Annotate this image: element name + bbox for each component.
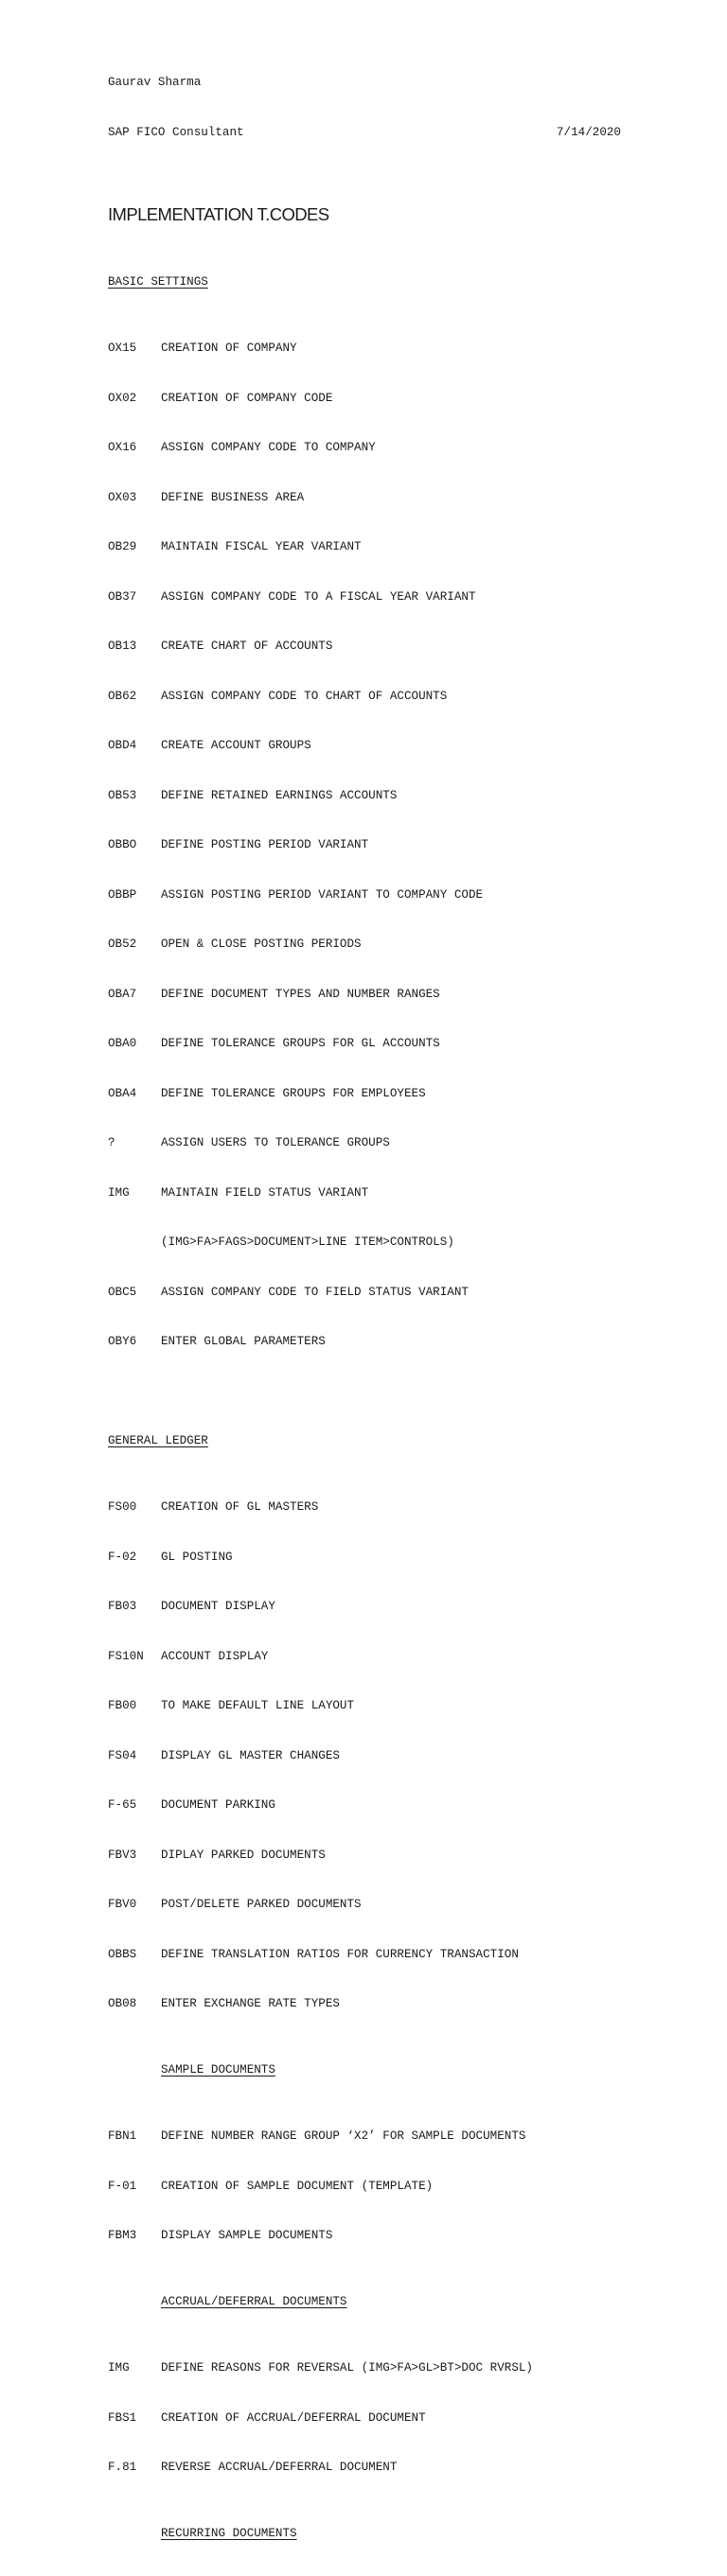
tcode-description: DEFINE BUSINESS AREA (161, 490, 305, 504)
tcode-row (108, 341, 621, 358)
tcode-row (108, 589, 621, 606)
tcode-row (108, 1499, 621, 1516)
tcode (108, 1235, 161, 1252)
tcode: OB29 (108, 540, 137, 553)
tcode: OBA4 (108, 1086, 137, 1100)
tcode-description: ACCOUNT DISPLAY (161, 1649, 269, 1663)
basic-settings-section (108, 241, 621, 1384)
tcode: IMG (108, 1185, 130, 1200)
tcode-row (108, 2360, 621, 2377)
tcode-row (108, 1334, 621, 1351)
tcode: OB62 (108, 689, 137, 703)
tcode-row (108, 1036, 621, 1053)
tcode-row (108, 1599, 621, 1616)
tcode-description: MAINTAIN FISCAL YEAR VARIANT (161, 540, 362, 553)
tcode-description: ASSIGN COMPANY CODE TO A FISCAL YEAR VARIANT (161, 589, 476, 604)
tcode: OBBO (108, 838, 137, 851)
tcode-description: ASSIGN POSTING PERIOD VARIANT TO COMPANY CODE (161, 887, 484, 902)
tcode-description: CREATION OF ACCRUAL/DEFERRAL DOCUMENT (161, 2410, 426, 2425)
tcode-description: DEFINE DOCUMENT TYPES AND NUMBER RANGES (161, 987, 440, 1001)
tcode-description: ENTER EXCHANGE RATE TYPES (161, 1997, 340, 2010)
tcode-description: DEFINE RETAINED EARNINGS ACCOUNTS (161, 788, 398, 802)
tcode-description: CREATION OF GL MASTERS (161, 1500, 319, 1514)
tcode-row (108, 1185, 621, 1202)
tcode-row (108, 937, 621, 954)
tcode-description: DEFINE TRANSLATION RATIOS FOR CURRENCY TRANSACTION (161, 1947, 519, 1961)
tcode-row (108, 1285, 621, 1302)
general-ledger-heading: GENERAL LEDGER (108, 1434, 208, 1447)
tcode-description: DOCUMENT DISPLAY (161, 1600, 275, 1613)
general-ledger-section (108, 1400, 621, 2576)
tcode: FB03 (108, 1600, 137, 1613)
subheading-row (108, 2294, 621, 2311)
tcode-row (108, 2410, 621, 2427)
tcode-description: DOCUMENT PARKING (161, 1798, 275, 1812)
author-role: SAP FICO Consultant (108, 125, 244, 139)
accrual-deferral-subheading: ACCRUAL/DEFERRAL DOCUMENTS (161, 2295, 347, 2308)
tcode: FBS1 (108, 2410, 137, 2425)
tcode-description: ASSIGN COMPANY CODE TO COMPANY (161, 441, 376, 454)
tcode-row (108, 1996, 621, 2013)
document-title: IMPLEMENTATION T.CODES (108, 204, 329, 224)
tcode-row (108, 490, 621, 507)
tcode: OBA7 (108, 987, 137, 1001)
tcode-row (108, 391, 621, 408)
tcode-description: TO MAKE DEFAULT LINE LAYOUT (161, 1699, 355, 1712)
tcode-row (108, 1235, 621, 1252)
subheading-indent (108, 2294, 161, 2311)
header-role-line (108, 125, 621, 142)
tcode-description: DEFINE REASONS FOR REVERSAL (IMG>FA>GL>BT>DOC RVRSL) (161, 2361, 533, 2374)
tcode-description: MAINTAIN FIELD STATUS VARIANT (161, 1185, 369, 1200)
tcode-description: ENTER GLOBAL PARAMETERS (161, 1335, 326, 1348)
tcode-row (108, 1086, 621, 1103)
tcode: F-01 (108, 2179, 137, 2193)
tcode-row (108, 1698, 621, 1715)
sample-documents-subheading: SAMPLE DOCUMENTS (161, 2063, 275, 2077)
tcode: F-02 (108, 1550, 137, 1564)
tcode-row (108, 440, 621, 457)
tcode-row (108, 837, 621, 854)
tcode: OBBS (108, 1947, 137, 1961)
tcode-row (108, 1947, 621, 1964)
tcode: OBY6 (108, 1335, 137, 1348)
section-heading-basic (108, 274, 621, 291)
tcode: OB13 (108, 640, 137, 653)
tcode: OB08 (108, 1997, 137, 2010)
tcode: OX02 (108, 391, 137, 405)
tcode-row (108, 689, 621, 706)
document-header (108, 42, 621, 174)
tcode: OB53 (108, 788, 137, 802)
tcode: F.81 (108, 2461, 137, 2474)
tcode: FBV0 (108, 1898, 137, 1911)
author-name: Gaurav Sharma (108, 76, 202, 89)
tcode-row (108, 1649, 621, 1666)
tcode-row (108, 639, 621, 656)
tcode: OX15 (108, 342, 137, 355)
tcode-description: CREATION OF SAMPLE DOCUMENT (TEMPLATE) (161, 2179, 434, 2193)
tcode-description: DEFINE TOLERANCE GROUPS FOR EMPLOYEES (161, 1086, 426, 1100)
tcode: FBN1 (108, 2129, 137, 2143)
tcode-row (108, 2179, 621, 2196)
tcode-description: CREATION OF COMPANY (161, 342, 297, 355)
tcode-description: GL POSTING (161, 1550, 233, 1564)
tcode-row (108, 1748, 621, 1765)
tcode-row (108, 1135, 621, 1152)
section-heading-gl (108, 1433, 621, 1450)
tcode: OBC5 (108, 1285, 137, 1299)
tcode-row (108, 738, 621, 755)
tcode-description: CREATE CHART OF ACCOUNTS (161, 640, 333, 653)
tcode-description: ASSIGN COMPANY CODE TO FIELD STATUS VARIANT (161, 1285, 469, 1299)
tcode-description: DEFINE TOLERANCE GROUPS FOR GL ACCOUNTS (161, 1037, 440, 1050)
tcode-row (108, 2228, 621, 2245)
subheading-row (108, 2526, 621, 2543)
tcode: ? (108, 1136, 115, 1149)
subheading-indent (108, 2062, 161, 2079)
tcode: FS10N (108, 1649, 144, 1663)
tcode-description: DEFINE NUMBER RANGE GROUP ‘X2’ FOR SAMPLE DOCUMENTS (161, 2129, 526, 2143)
tcode: OX03 (108, 490, 137, 504)
tcode-row (108, 887, 621, 904)
recurring-documents-subheading: RECURRING DOCUMENTS (161, 2527, 297, 2540)
tcode-description: DIPLAY PARKED DOCUMENTS (161, 1848, 326, 1862)
tcode: F-65 (108, 1798, 137, 1812)
tcode: OBD4 (108, 739, 137, 752)
tcode: FBM3 (108, 2229, 137, 2242)
document-page (108, 42, 621, 2576)
tcode: FB00 (108, 1699, 137, 1712)
tcode: OB37 (108, 589, 137, 604)
tcode: IMG (108, 2361, 130, 2374)
tcode-row (108, 2460, 621, 2477)
tcode-row (108, 987, 621, 1004)
tcode-row (108, 788, 621, 805)
tcode-row (108, 1848, 621, 1865)
tcode: OB52 (108, 938, 137, 951)
tcode-description: REVERSE ACCRUAL/DEFERRAL DOCUMENT (161, 2461, 398, 2474)
tcode-description: OPEN & CLOSE POSTING PERIODS (161, 938, 362, 951)
section-spacer (108, 1384, 621, 1401)
tcode-description: (IMG>FA>FAGS>DOCUMENT>LINE ITEM>CONTROLS) (161, 1235, 454, 1249)
tcode-description: DEFINE POSTING PERIOD VARIANT (161, 838, 369, 851)
tcode-description: DISPLAY SAMPLE DOCUMENTS (161, 2229, 333, 2242)
basic-settings-heading: BASIC SETTINGS (108, 275, 208, 289)
tcode-description: ASSIGN USERS TO TOLERANCE GROUPS (161, 1136, 390, 1149)
tcode: OBBP (108, 887, 137, 902)
document-date: 7/14/2020 (556, 125, 621, 139)
tcode-description: ASSIGN COMPANY CODE TO CHART OF ACCOUNTS (161, 689, 448, 703)
tcode-description: DISPLAY GL MASTER CHANGES (161, 1748, 340, 1762)
tcode-row (108, 539, 621, 556)
tcode: FS04 (108, 1748, 137, 1762)
tcode-description: CREATION OF COMPANY CODE (161, 391, 333, 405)
tcode: FS00 (108, 1500, 137, 1514)
tcode: OBA0 (108, 1037, 137, 1050)
tcode-description: POST/DELETE PARKED DOCUMENTS (161, 1898, 362, 1911)
subheading-indent (108, 2526, 161, 2543)
tcode-row (108, 1797, 621, 1814)
tcode-row (108, 2129, 621, 2146)
tcode: FBV3 (108, 1848, 137, 1862)
tcode-description: CREATE ACCOUNT GROUPS (161, 739, 311, 752)
tcode-row (108, 1550, 621, 1567)
tcode-row (108, 1897, 621, 1914)
tcode: OX16 (108, 441, 137, 454)
subheading-row (108, 2062, 621, 2079)
